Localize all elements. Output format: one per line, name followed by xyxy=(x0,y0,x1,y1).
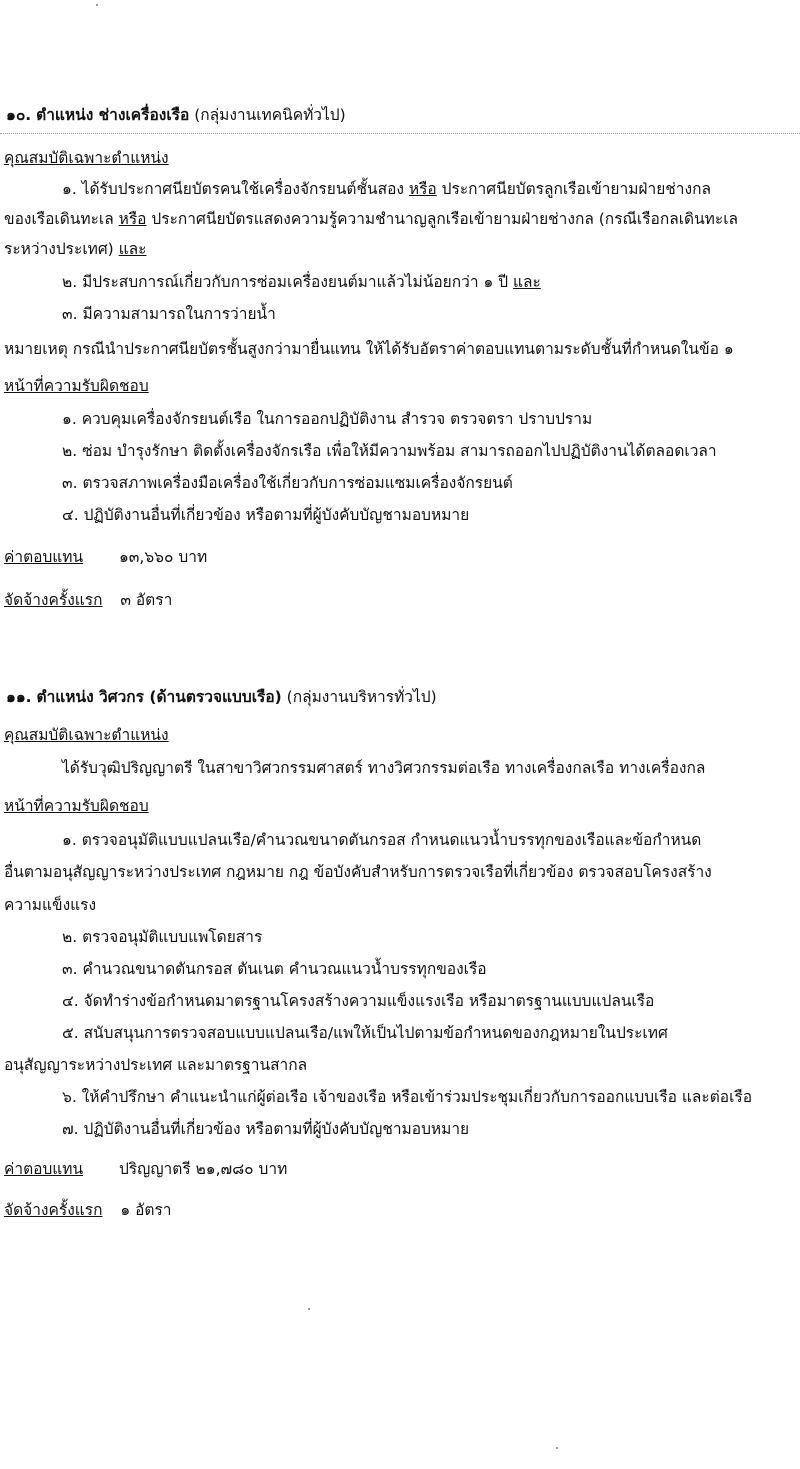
section-10-group: (กลุ่มงานเทคนิคทั่วไป) xyxy=(194,106,346,124)
section-10-qual-1-line-3: ระหว่างประเทศ) และ xyxy=(4,240,147,258)
section-11-number: ๑๑. xyxy=(6,688,32,706)
or-keyword: หรือ xyxy=(118,210,147,228)
scan-speck xyxy=(96,4,98,6)
section-11-qual-1: ได้รับวุฒิปริญญาตรี ในสาขาวิศวกรรมศาสตร์ ทางวิศวกรรมต่อเรือ ทางเครื่องกลเรือ ทางเครื่องกล xyxy=(62,759,706,777)
section-11-hire xyxy=(4,1199,172,1221)
pay-value: ปริญญาตรี ๒๑,๗๘๐ บาท xyxy=(118,1160,288,1178)
and-keyword: และ xyxy=(118,240,147,258)
pay-value: ๑๓,๖๖๐ บาท xyxy=(118,548,208,566)
scan-speck xyxy=(308,1308,310,1310)
pay-label: ค่าตอบแทน xyxy=(4,1160,84,1178)
section-10-title: ตำแหน่ง ช่างเครื่องเรือ xyxy=(36,106,190,124)
section-10-qual-1-line-1: ๑. ได้รับประกาศนียบัตรคนใช้เครื่องจักรยนต์ชั้นสอง หรือ ประกาศนียบัตรลูกเรือเข้ายามฝ่ายช่างกล xyxy=(62,180,711,198)
section-10-qual-3: ๓. มีความสามารถในการว่ายน้ำ xyxy=(62,305,276,323)
section-11-duty-5-line-2: อนุสัญญาระหว่างประเทศ และมาตรฐานสากล xyxy=(4,1056,308,1074)
section-10-hire xyxy=(4,589,172,611)
hire-label: จัดจ้างครั้งแรก xyxy=(4,1201,103,1219)
section-11-duty-1-line-2: อื่นตามอนุสัญญาระหว่างประเทศ กฎหมาย กฎ ข้อบังคับสำหรับการตรวจเรือที่เกี่ยวข้อง ตรวจสอบโครงสร้าง xyxy=(4,863,712,881)
section-11-duty-2: ๒. ตรวจอนุมัติแบบแพโดยสาร xyxy=(62,928,263,946)
section-11-duty-6: ๖. ให้คำปรึกษา คำแนะนำแก่ผู้ต่อเรือ เจ้าของเรือ หรือเข้าร่วมประชุมเกี่ยวกับการออกแบบเรือ และต่อเรือ xyxy=(62,1088,753,1106)
section-11-duty-heading: หน้าที่ความรับผิดชอบ xyxy=(4,797,149,815)
and-keyword: และ xyxy=(513,273,541,291)
pay-label: ค่าตอบแทน xyxy=(4,548,84,566)
section-11-qual-heading: คุณสมบัติเฉพาะตำแหน่ง xyxy=(4,726,169,744)
section-10-note: หมายเหตุ กรณีนำประกาศนียบัตรชั้นสูงกว่ามายื่นแทน ให้ได้รับอัตราค่าตอบแทนตามระดับชั้นที่กำหนดในข้อ ๑ xyxy=(4,340,734,358)
section-10-duty-1: ๑. ควบคุมเครื่องจักรยนต์เรือ ในการออกปฏิบัติงาน สำรวจ ตรวจตรา ปราบปราม xyxy=(62,410,593,428)
section-10-qual-1-line-2: ของเรือเดินทะเล หรือ ประกาศนียบัตรแสดงความรู้ความชำนาญลูกเรือเข้ายามฝ่ายช่างกล (กรณีเรือกลเดินทะเล xyxy=(4,210,739,228)
section-10-pay xyxy=(4,546,207,568)
section-10-qual-2: ๒. มีประสบการณ์เกี่ยวกับการซ่อมเครื่องยนต์มาแล้วไม่น้อยกว่า ๑ ปี และ xyxy=(62,273,541,291)
dotted-divider xyxy=(0,133,800,134)
section-11-group: (กลุ่มงานบริหารทั่วไป) xyxy=(286,688,437,706)
section-11-duty-7: ๗. ปฏิบัติงานอื่นที่เกี่ยวข้อง หรือตามที่ผู้บังคับบัญชามอบหมาย xyxy=(62,1120,470,1138)
section-10-qual-heading: คุณสมบัติเฉพาะตำแหน่ง xyxy=(4,149,169,167)
section-11-duty-1-line-1: ๑. ตรวจอนุมัติแบบแปลนเรือ/คำนวณขนาดตันกรอส กำหนดแนวน้ำบรรทุกของเรือและข้อกำหนด xyxy=(62,831,702,849)
section-10-duty-3: ๓. ตรวจสภาพเครื่องมือเครื่องใช้เกี่ยวกับการซ่อมแซมเครื่องจักรยนต์ xyxy=(62,474,513,492)
hire-value: ๓ อัตรา xyxy=(120,591,173,609)
section-11-pay xyxy=(4,1158,287,1180)
hire-value: ๑ อัตรา xyxy=(120,1201,172,1219)
scan-speck xyxy=(556,1447,558,1449)
section-10-number: ๑๐. xyxy=(6,106,32,124)
section-11-duty-1-line-3: ความแข็งแรง xyxy=(4,896,97,914)
hire-label: จัดจ้างครั้งแรก xyxy=(4,591,103,609)
section-10-duty-2: ๒. ซ่อม บำรุงรักษา ติดตั้งเครื่องจักรเรือ เพื่อให้มีความพร้อม สามารถออกไปปฏิบัติงานได้ตลอดเวลา xyxy=(62,442,717,460)
or-keyword: หรือ xyxy=(408,180,437,198)
section-10-heading xyxy=(6,104,346,126)
section-11-heading xyxy=(6,686,437,708)
section-10-duty-4: ๔. ปฏิบัติงานอื่นที่เกี่ยวข้อง หรือตามที่ผู้บังคับบัญชามอบหมาย xyxy=(62,506,470,524)
section-11-title: ตำแหน่ง วิศวกร (ด้านตรวจแบบเรือ) xyxy=(36,688,282,706)
section-11-duty-4: ๔. จัดทำร่างข้อกำหนดมาตรฐานโครงสร้างความแข็งแรงเรือ หรือมาตรฐานแบบแปลนเรือ xyxy=(62,992,655,1010)
section-10-duty-heading: หน้าที่ความรับผิดชอบ xyxy=(4,377,149,395)
section-11-duty-3: ๓. คำนวณขนาดตันกรอส ตันเนต คำนวณแนวน้ำบรรทุกของเรือ xyxy=(62,960,487,978)
section-11-duty-5-line-1: ๕. สนับสนุนการตรวจสอบแบบแปลนเรือ/แพให้เป็นไปตามข้อกำหนดของกฎหมายในประเทศ xyxy=(62,1024,668,1042)
